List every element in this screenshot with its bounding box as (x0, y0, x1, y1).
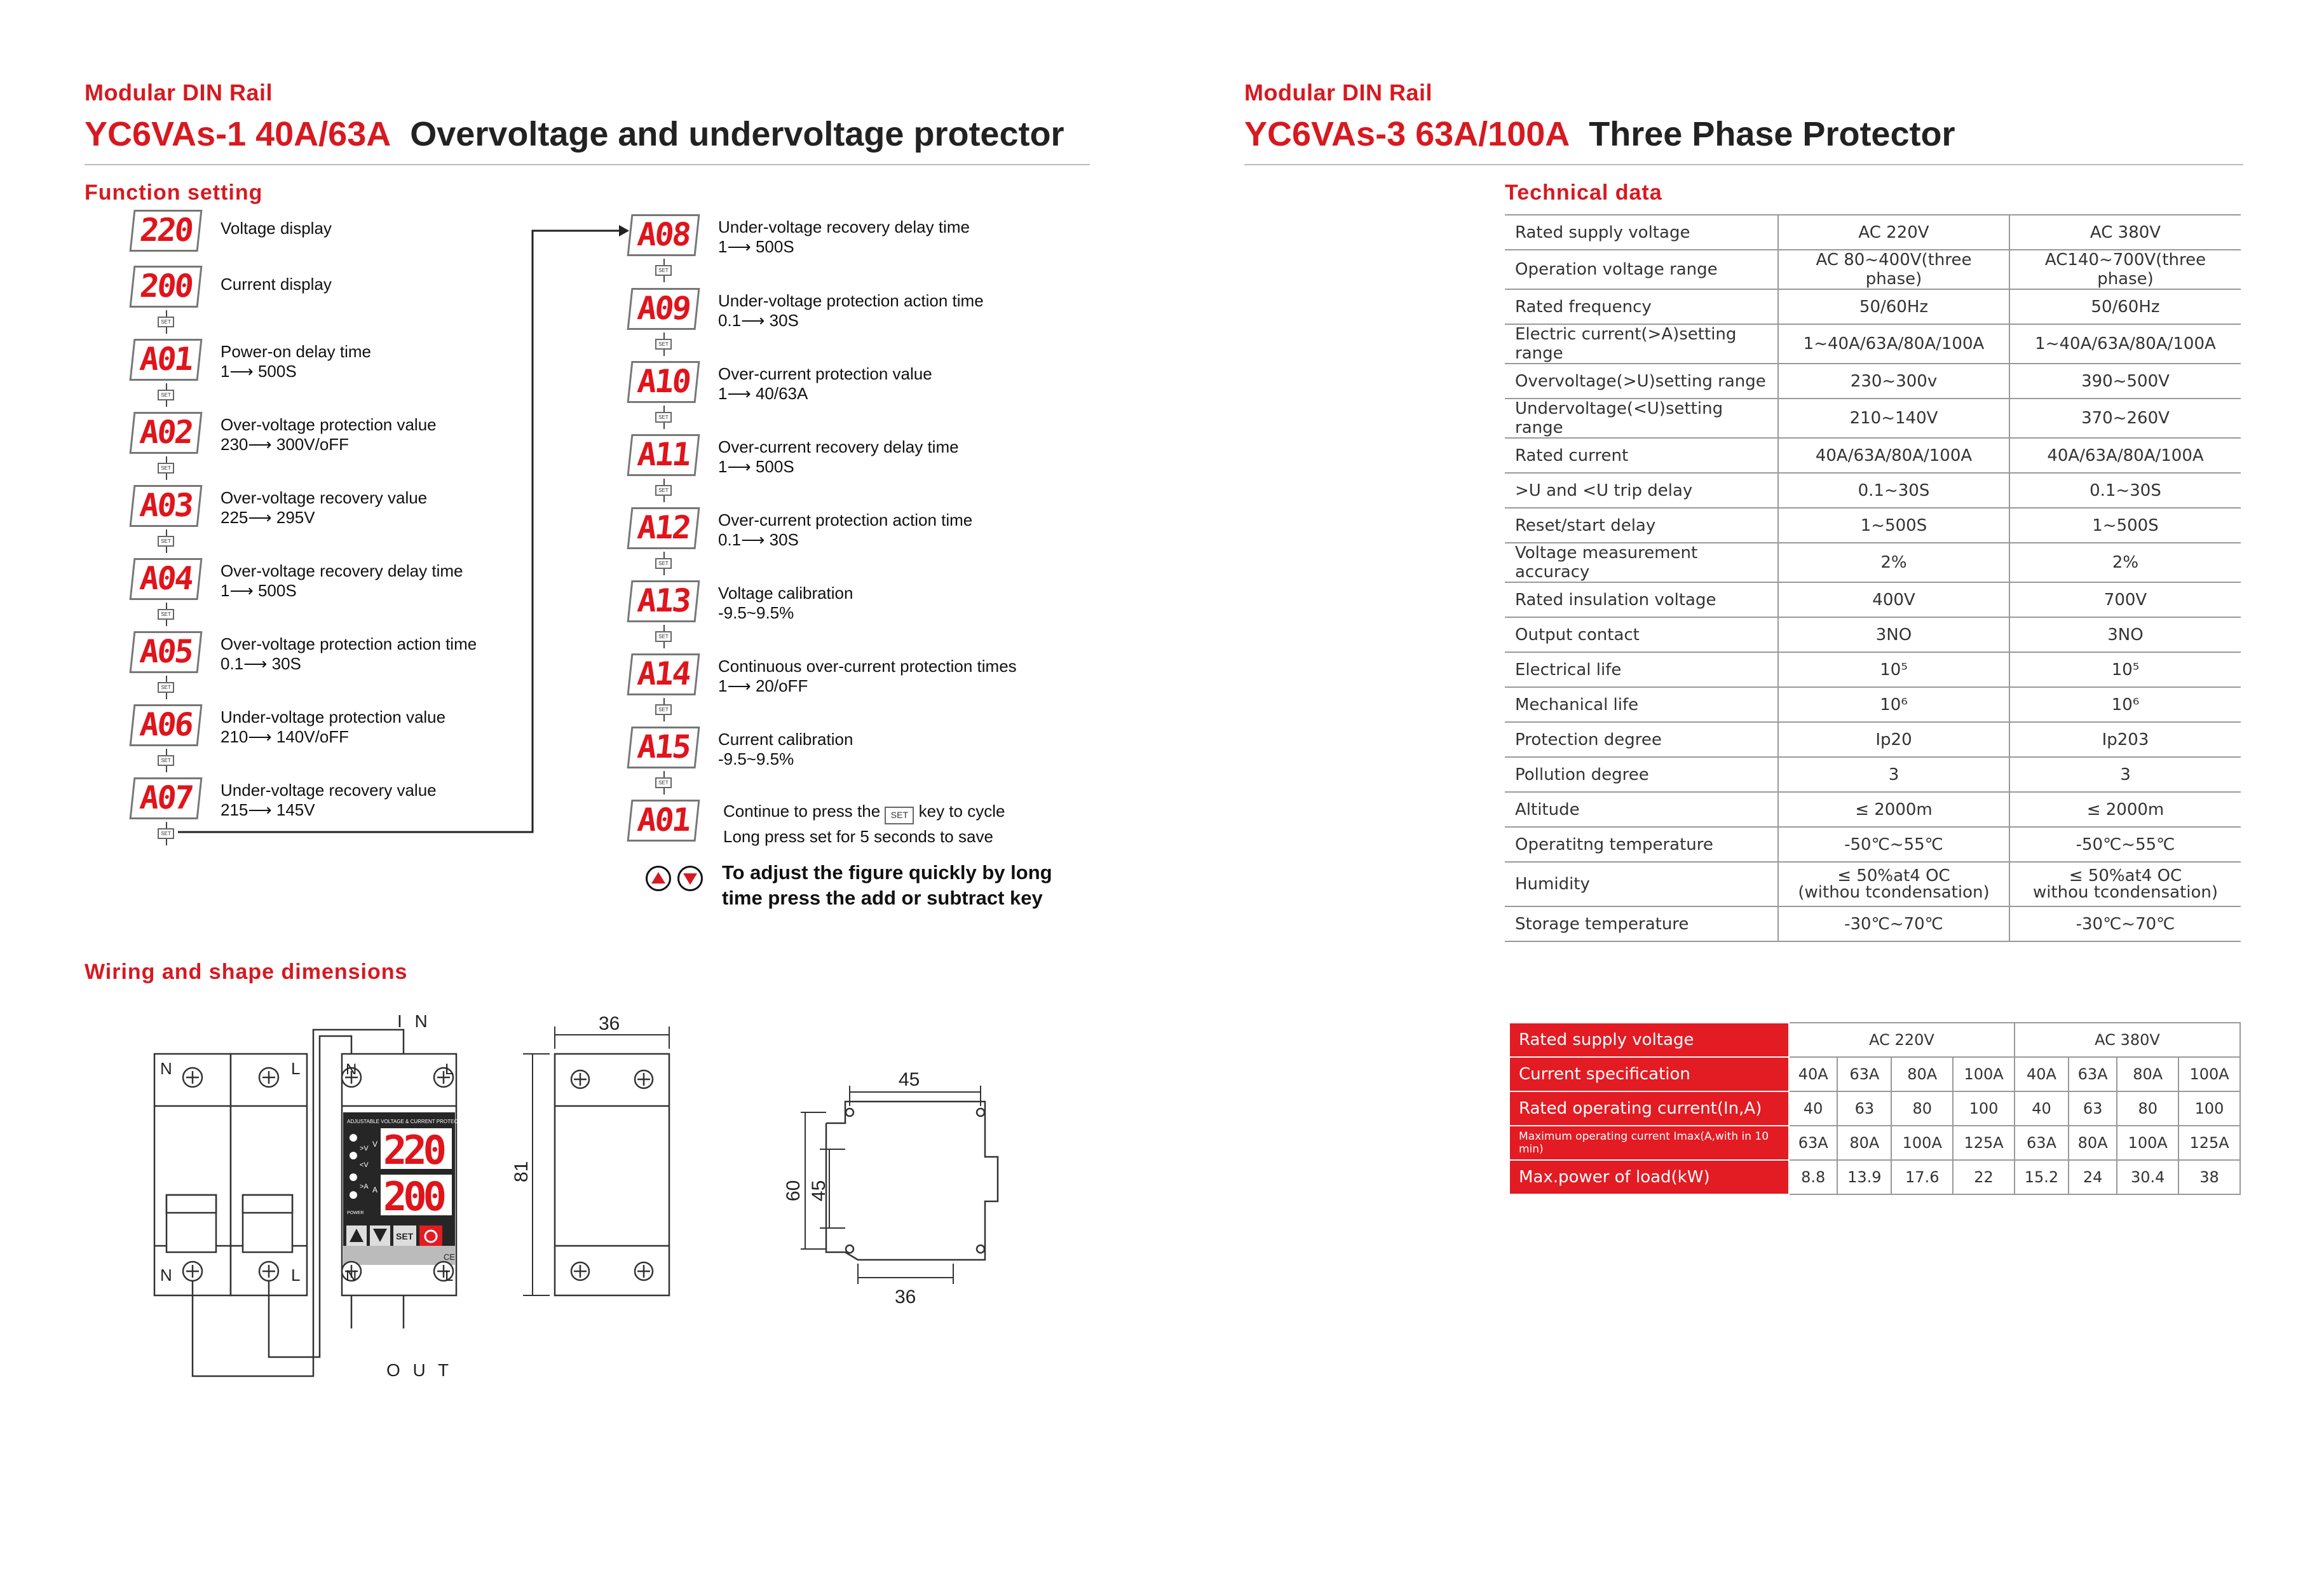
cycle-note-b: key to cycle (918, 802, 1005, 821)
setting-name: Over-current protection value (718, 364, 932, 383)
setting-name: Over-voltage recovery value (221, 488, 428, 507)
wiring-in: I N (397, 1011, 432, 1031)
spec-label: Rated operating current(In,A) (1509, 1091, 1789, 1126)
spec-cell: 63A (1837, 1057, 1891, 1091)
ind-a: >A (360, 1183, 369, 1191)
setting-range: 215⟶ 145V (221, 800, 315, 819)
tech-value: 50/60Hz (2009, 289, 2241, 324)
set-key-icon: SET (158, 682, 174, 693)
spec-row (1509, 1057, 2240, 1091)
flow-connector (0, 0, 1144, 890)
setting-range: 0.1⟶ 30S (221, 654, 301, 673)
up-button-icon[interactable] (646, 866, 671, 891)
display-a01-a-2: A01 (130, 339, 203, 381)
cycle-note-a: Continue to press the (723, 802, 881, 821)
setting-name: Over-current recovery delay time (718, 437, 959, 456)
set-key-icon: SET (655, 412, 672, 423)
tech-table (1505, 214, 2241, 942)
tech-value: 10⁶ (1778, 687, 2009, 722)
side-dim-view (826, 1102, 998, 1260)
function-heading: Function setting (85, 181, 263, 205)
unit-v: V (372, 1140, 378, 1149)
dim-36-bottom: 36 (895, 1287, 916, 1307)
unit-a: A (372, 1185, 378, 1194)
setting-name: Under-voltage protection value (221, 707, 446, 727)
tech-row (1505, 508, 2241, 543)
spec-label: Maximum operating current Imax(A,with in 10 min) (1509, 1126, 1789, 1160)
setting-name: Current calibration (718, 730, 853, 749)
set-key-icon: SET (655, 704, 672, 715)
tech-value: 0.1~30S (2009, 473, 2241, 508)
ind-v-hi: >V (360, 1145, 369, 1152)
tech-key: Rated frequency (1505, 289, 1778, 324)
device-n-bottom: N (346, 1267, 357, 1285)
set-key-icon: SET (158, 755, 174, 766)
dim-36-top: 36 (599, 1013, 620, 1034)
setting-name: Under-voltage recovery value (221, 781, 437, 800)
setting-range: 0.1⟶ 30S (718, 311, 799, 330)
tech-value: 10⁵ (1778, 652, 2009, 687)
down-button-icon[interactable] (677, 866, 703, 891)
setting-range: 1⟶ 500S (221, 362, 297, 381)
setting-range: 1⟶ 20/oFF (718, 676, 808, 695)
tech-value: 40A/63A/80A/100A (2009, 438, 2241, 473)
tech-row (1505, 289, 2241, 324)
tech-value: AC 220V (1778, 215, 2009, 250)
right-rule (1244, 164, 2243, 165)
right-model: YC6VAs-3 63A/100A (1244, 115, 1570, 153)
tech-value: -50℃~55℃ (2009, 827, 2241, 862)
set-key-icon: SET (158, 536, 174, 547)
setting-range: 210⟶ 140V/oFF (221, 727, 350, 746)
display-a03-a-4: A03 (130, 485, 203, 527)
set-key-icon: SET (158, 390, 174, 400)
setting-name: Power-on delay time (221, 342, 371, 361)
breaker (154, 1054, 307, 1295)
spec-cell: 100 (1953, 1091, 2015, 1126)
tech-value: ≤ 2000m (1778, 792, 2009, 827)
tech-key: Storage temperature (1505, 906, 1778, 941)
tech-value: 10⁵ (2009, 652, 2241, 687)
spec-cell: 80 (1891, 1091, 1953, 1126)
tech-key: Electrical life (1505, 652, 1778, 687)
adjust-note-line2: time press the add or subtract key (722, 887, 1043, 909)
display-a12-b-4: A12 (627, 507, 700, 549)
left-title-text: Overvoltage and undervoltage protector (410, 115, 1064, 153)
tech-value: ≤ 50%at4 OC (withou tcondensation) (1778, 862, 2009, 906)
spec-group: AC 220V (1789, 1023, 2015, 1057)
spec-cell: 40 (2015, 1091, 2069, 1126)
spec-cell: 22 (1953, 1160, 2015, 1194)
setting-name: Continuous over-current protection times (718, 657, 1017, 676)
display-a04-a-5: A04 (130, 558, 203, 600)
spec-cell: 63A (1789, 1126, 1837, 1160)
display-a07-a-8: A07 (130, 777, 203, 819)
tech-key: Overvoltage(>U)setting range (1505, 364, 1778, 399)
display-a09-b-1: A09 (627, 288, 700, 330)
tech-key: Operatitng temperature (1505, 827, 1778, 862)
tech-row (1505, 792, 2241, 827)
tech-value: ≤ 50%at4 OC withou tcondensation) (2009, 862, 2241, 906)
adjust-note (722, 860, 1052, 911)
spec-cell: 100 (2178, 1091, 2240, 1126)
tech-value: 2% (2009, 543, 2241, 582)
set-key-icon: SET (655, 339, 672, 350)
tech-value: 700V (2009, 582, 2241, 617)
dim-81: 81 (511, 1161, 532, 1182)
device-l-top: L (445, 1061, 454, 1078)
setting-name: Current display (221, 275, 332, 294)
spec-cell: 30.4 (2117, 1160, 2178, 1194)
dim-45-top: 45 (899, 1069, 920, 1090)
spec-cell: 63 (1837, 1091, 1891, 1126)
spec-cell: 8.8 (1789, 1160, 1837, 1194)
tech-value: 400V (1778, 582, 2009, 617)
spec-cell: 15.2 (2015, 1160, 2069, 1194)
setting-name: Over-voltage recovery delay time (221, 561, 463, 580)
spec-label: Max.power of load(kW) (1509, 1160, 1789, 1194)
spec-label: Rated supply voltage (1509, 1023, 1789, 1057)
set-key-icon: SET (655, 558, 672, 569)
spec-row (1509, 1091, 2240, 1126)
spec-row (1509, 1160, 2240, 1194)
tech-key: Altitude (1505, 792, 1778, 827)
setting-name: Voltage calibration (718, 584, 853, 603)
tech-row (1505, 215, 2241, 250)
device-ce-mark: CE (444, 1252, 456, 1262)
spec-cell: 125A (2178, 1126, 2240, 1160)
set-key-icon: SET (655, 485, 672, 496)
tech-value: 40A/63A/80A/100A (1778, 438, 2009, 473)
setting-range: 0.1⟶ 30S (718, 530, 799, 549)
spec-cell: 125A (1953, 1126, 2015, 1160)
spec-cell: 40A (2015, 1057, 2069, 1091)
tech-row (1505, 582, 2241, 617)
wiring-heading: Wiring and shape dimensions (85, 960, 408, 984)
display-a05-a-6: A05 (130, 631, 203, 673)
device-set-button: SET (396, 1231, 414, 1241)
spec-cell: 63A (2069, 1057, 2117, 1091)
display-a01-cycle: A01 (627, 800, 700, 842)
set-key-inline-icon: SET (885, 807, 914, 824)
tech-key: Voltage measurement accuracy (1505, 543, 1778, 582)
tech-row (1505, 757, 2241, 792)
setting-range: 1⟶ 500S (718, 457, 794, 476)
tech-row (1505, 906, 2241, 941)
display-a14-b-6: A14 (627, 653, 700, 695)
spec-row (1509, 1126, 2240, 1160)
spec-label: Current specification (1509, 1057, 1789, 1091)
tech-row (1505, 399, 2241, 438)
tech-row (1505, 862, 2241, 906)
device-l-bottom: L (445, 1267, 454, 1285)
tech-key: Mechanical life (1505, 687, 1778, 722)
dim-60: 60 (783, 1180, 804, 1201)
display-a11-b-3: A11 (627, 434, 700, 476)
spec-cell: 63A (2015, 1126, 2069, 1160)
tech-key: Protection degree (1505, 722, 1778, 757)
setting-range: -9.5~9.5% (718, 603, 794, 622)
device-label: ADJUSTABLE VOLTAGE & CURRENT PROTECTOR (347, 1119, 468, 1124)
right-title (1244, 114, 1955, 154)
breaker-l-bottom: L (291, 1266, 301, 1285)
spec-cell: 100A (1953, 1057, 2015, 1091)
device-n-top: N (346, 1061, 357, 1078)
left-model: YC6VAs-1 40A/63A (85, 115, 391, 153)
tech-value: 10⁶ (2009, 687, 2241, 722)
spec-cell: 100A (1891, 1126, 1953, 1160)
tech-row (1505, 364, 2241, 399)
display-200-a-1: 200 (130, 266, 203, 308)
tech-value: 230~300v (1778, 364, 2009, 399)
tech-value: -30℃~70℃ (2009, 906, 2241, 941)
tech-value: 370~260V (2009, 399, 2241, 438)
spec-cell: 100A (2117, 1126, 2178, 1160)
tech-value: ≤ 2000m (2009, 792, 2241, 827)
spec-table (1509, 1022, 2241, 1195)
display-a08-b-0: A08 (627, 214, 700, 256)
spec-cell: 40A (1789, 1057, 1837, 1091)
wiring-diagram (146, 1011, 1036, 1392)
set-key-icon: SET (158, 828, 174, 839)
tech-row (1505, 438, 2241, 473)
spec-cell: 80A (2069, 1126, 2117, 1160)
tech-row (1505, 324, 2241, 364)
tech-value: 0.1~30S (1778, 473, 2009, 508)
set-key-icon: SET (158, 317, 174, 327)
spec-cell: 24 (2069, 1160, 2117, 1194)
spec-cell: 13.9 (1837, 1160, 1891, 1194)
device-display-a: 200 (383, 1173, 443, 1220)
left-subtitle: Modular DIN Rail (85, 79, 273, 106)
tech-row (1505, 617, 2241, 652)
tech-row (1505, 687, 2241, 722)
right-title-text: Three Phase Protector (1589, 115, 1955, 153)
spec-cell: 17.6 (1891, 1160, 1953, 1194)
tech-value: AC 380V (2009, 215, 2241, 250)
setting-name: Over-voltage protection action time (221, 634, 477, 653)
tech-value: 3NO (1778, 617, 2009, 652)
tech-value: AC140~700V(three phase) (2009, 250, 2241, 289)
spec-cell: 38 (2178, 1160, 2240, 1194)
tech-value: 2% (1778, 543, 2009, 582)
wiring-out: O U T (386, 1360, 453, 1380)
tech-key: Electric current(>A)setting range (1505, 324, 1778, 364)
tech-row (1505, 722, 2241, 757)
spec-cell: 80A (2117, 1057, 2178, 1091)
breaker-l-top: L (291, 1059, 301, 1078)
tech-row (1505, 827, 2241, 862)
tech-key: Output contact (1505, 617, 1778, 652)
spec-cell: 80 (2117, 1091, 2178, 1126)
tech-key: Rated insulation voltage (1505, 582, 1778, 617)
spec-group: AC 380V (2015, 1023, 2240, 1057)
setting-name: Over-current protection action time (718, 510, 973, 529)
setting-name: Under-voltage protection action time (718, 291, 984, 310)
spec-row (1509, 1023, 2240, 1057)
tech-value: 3 (2009, 757, 2241, 792)
breaker-n-top: N (160, 1059, 172, 1078)
tech-key: Operation voltage range (1505, 250, 1778, 289)
right-subtitle: Modular DIN Rail (1244, 79, 1433, 106)
set-key-icon: SET (655, 777, 672, 788)
tech-key: Rated current (1505, 438, 1778, 473)
tech-key: >U and <U trip delay (1505, 473, 1778, 508)
dim-45-side: 45 (808, 1180, 829, 1201)
tech-value: Ip20 (1778, 722, 2009, 757)
save-note: Long press set for 5 seconds to save (723, 827, 993, 846)
display-a10-b-2: A10 (627, 361, 700, 403)
tech-key: Pollution degree (1505, 757, 1778, 792)
adjust-note-line1: To adjust the figure quickly by long (722, 861, 1052, 884)
setting-range: 1⟶ 500S (718, 237, 794, 256)
setting-range: 225⟶ 295V (221, 508, 315, 527)
display-a06-a-7: A06 (130, 704, 203, 746)
display-a13-b-5: A13 (627, 580, 700, 622)
setting-name: Over-voltage protection value (221, 415, 437, 434)
display-220-a-0: 220 (130, 210, 203, 252)
tech-value: 3 (1778, 757, 2009, 792)
tech-value: 1~40A/63A/80A/100A (1778, 324, 2009, 364)
setting-range: -9.5~9.5% (718, 749, 794, 768)
device-display-v: 220 (383, 1127, 443, 1173)
setting-name: Voltage display (221, 219, 332, 238)
tech-value: -30℃~70℃ (1778, 906, 2009, 941)
ind-v-lo: <V (360, 1161, 369, 1169)
tech-value: 1~40A/63A/80A/100A (2009, 324, 2241, 364)
breaker-n-bottom: N (160, 1266, 172, 1285)
tech-key: Undervoltage(<U)setting range (1505, 399, 1778, 438)
setting-range: 1⟶ 40/63A (718, 384, 808, 403)
setting-range: 230⟶ 300V/oFF (221, 435, 350, 454)
setting-name: Under-voltage recovery delay time (718, 217, 970, 236)
spec-cell: 80A (1891, 1057, 1953, 1091)
tech-row (1505, 652, 2241, 687)
front-dim-view (555, 1054, 669, 1295)
tech-key: Humidity (1505, 862, 1778, 906)
display-a15-b-7: A15 (627, 727, 700, 768)
spec-cell: 63 (2069, 1091, 2117, 1126)
tech-value: 390~500V (2009, 364, 2241, 399)
spec-cell: 40 (1789, 1091, 1837, 1126)
tech-value: 3NO (2009, 617, 2241, 652)
tech-key: Rated supply voltage (1505, 215, 1778, 250)
tech-value: 1~500S (1778, 508, 2009, 543)
spec-cell: 100A (2178, 1057, 2240, 1091)
tech-value: -50℃~55℃ (1778, 827, 2009, 862)
set-key-icon: SET (655, 631, 672, 642)
tech-value: Ip203 (2009, 722, 2241, 757)
ind-power: POWER (347, 1211, 364, 1215)
set-key-icon: SET (158, 463, 174, 474)
set-key-icon: SET (158, 609, 174, 620)
spec-cell: 80A (1837, 1126, 1891, 1160)
tech-value: AC 80~400V(three phase) (1778, 250, 2009, 289)
tech-row (1505, 473, 2241, 508)
tech-value: 1~500S (2009, 508, 2241, 543)
setting-range: 1⟶ 500S (221, 581, 297, 600)
tech-heading: Technical data (1505, 181, 1662, 205)
tech-value: 50/60Hz (1778, 289, 2009, 324)
tech-key: Reset/start delay (1505, 508, 1778, 543)
display-a02-a-3: A02 (130, 412, 203, 454)
tech-row (1505, 543, 2241, 582)
tech-row (1505, 250, 2241, 289)
tech-value: 210~140V (1778, 399, 2009, 438)
set-key-icon: SET (655, 265, 672, 276)
